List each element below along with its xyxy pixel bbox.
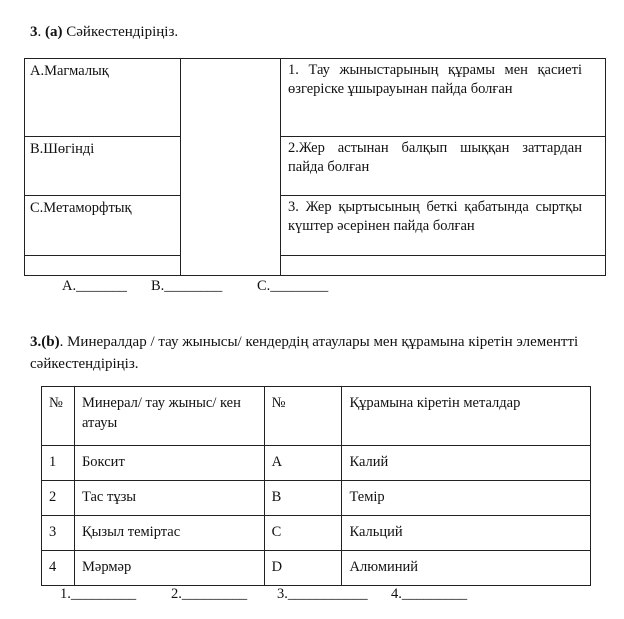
table-row — [42, 481, 591, 516]
right-item-1: 1. Тау жыныстарының құрамы мен қасиеті өзгеріске ұшырауынан пайда болған — [288, 62, 582, 97]
heading-part-b — [30, 331, 600, 375]
metal-letter: B — [264, 481, 342, 516]
matching-table-a — [24, 58, 606, 276]
table-row — [42, 551, 591, 586]
metal-letter: C — [264, 516, 342, 551]
mineral-name: Боксит — [74, 446, 264, 481]
answer-blank-a[interactable]: А._______ — [62, 278, 127, 294]
heading-part-a: 3. (a) Сәйкестендіріңіз. — [30, 24, 179, 40]
metal-letter: D — [264, 551, 342, 586]
right-item-3: 3. Жер қыртысының беткі қабатында сыртқы күштер әсерінен пайда болған — [288, 199, 582, 234]
left-item-b: В.Шөгінді — [30, 141, 95, 157]
row-number: 3 — [42, 516, 75, 551]
table-row — [42, 516, 591, 551]
metal-name: Кальций — [342, 516, 591, 551]
table-header-row — [42, 387, 591, 446]
question-number: 3 — [30, 334, 38, 350]
left-item-a: А.Магмалық — [30, 63, 109, 79]
header-number-2: № — [264, 387, 342, 446]
header-mineral-name: Минерал/ тау жыныс/ кен атауы — [74, 387, 264, 446]
answer-blank-c[interactable]: С.________ — [257, 278, 329, 294]
header-metals: Құрамына кіретін металдар — [342, 387, 591, 446]
row-number: 1 — [42, 446, 75, 481]
answer-blank-2[interactable]: 2._________ — [171, 586, 248, 602]
left-item-c: С.Метаморфтық — [30, 200, 132, 216]
header-number-1: № — [42, 387, 75, 446]
mineral-name: Қызыл теміртас — [74, 516, 264, 551]
table-row — [42, 446, 591, 481]
instruction-text: Сәйкестендіріңіз. — [66, 24, 179, 40]
metal-letter: A — [264, 446, 342, 481]
question-number: 3 — [30, 24, 38, 40]
matching-table-b — [41, 386, 591, 586]
right-item-2: 2.Жер астынан балқып шыққан заттардан пайда болған — [288, 140, 582, 175]
metal-name: Калий — [342, 446, 591, 481]
mineral-name: Тас тұзы — [74, 481, 264, 516]
part-label: .(b) — [37, 334, 60, 350]
answer-blank-3[interactable]: 3.___________ — [277, 586, 368, 602]
row-number: 2 — [42, 481, 75, 516]
answer-blank-4[interactable]: 4._________ — [391, 586, 468, 602]
instruction-text: . Минералдар / тау жынысы/ кендердің атаулары мен құрамына кіретін элементті сәйкестендіріңіз. — [30, 334, 579, 372]
mineral-name: Мәрмәр — [74, 551, 264, 586]
row-number: 4 — [42, 551, 75, 586]
answer-blank-b[interactable]: В.________ — [151, 278, 223, 294]
metal-name: Темір — [342, 481, 591, 516]
part-label: (a) — [45, 24, 63, 40]
answer-blank-1[interactable]: 1._________ — [60, 586, 137, 602]
metal-name: Алюминий — [342, 551, 591, 586]
